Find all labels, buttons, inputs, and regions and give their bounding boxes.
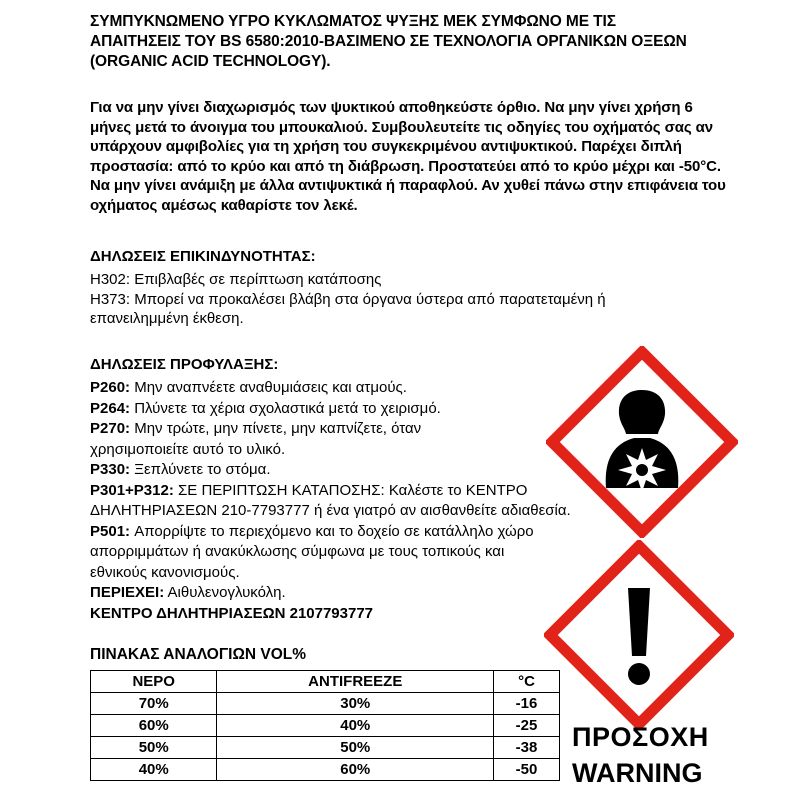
contains-label: ΠΕΡΙΕΧΕΙ: xyxy=(90,584,165,601)
table-cell: -38 xyxy=(494,737,560,759)
precautionary-statements-heading: ΔΗΛΩΣΕΙΣ ΠΡΟΦΥΛΑΞΗΣ: xyxy=(90,356,279,373)
table-cell: 60% xyxy=(217,759,494,781)
table-cell: 50% xyxy=(217,737,494,759)
ratio-table-title: ΠΙΝΑΚΑΣ ΑΝΑΛΟΓΙΩΝ VOL% xyxy=(90,646,307,663)
hazard-h302: H302: Επιβλαβές σε περίπτωση κατάποσης xyxy=(90,271,382,288)
contains-text: Αιθυλενογλυκόλη. xyxy=(164,584,286,601)
precaution-text: ΣΕ ΠΕΡΙΠΤΩΣΗ ΚΑΤΑΠΟΣΗΣ: Καλέστε το ΚΕΝΤΡΟ ΔΗΛΗΤΗΡΙΑΣΕΩΝ 210-7793777 ή ένα γιατρό αν αισθανθείτε αδιαθεσία. xyxy=(90,481,571,519)
poison-center-line: ΚΕΝΤΡΟ ΔΗΛΗΤΗΡΙΑΣΕΩΝ 2107793777 xyxy=(90,604,374,622)
hazard-statements xyxy=(90,270,650,329)
column-header-water: ΝΕΡΟ xyxy=(91,671,217,693)
precaution-text: Πλύνετε τα χέρια σχολαστικά μετά το χειρισμό. xyxy=(130,399,441,417)
table-cell: 70% xyxy=(91,693,217,715)
precaution-code: P260: xyxy=(90,379,131,396)
precaution-text: Μην αναπνέετε αναθυμιάσεις και ατμούς. xyxy=(130,379,407,396)
table-header-row xyxy=(91,671,560,693)
table-row xyxy=(91,759,560,781)
table-cell: -16 xyxy=(494,693,560,715)
precaution-text: Απορρίψτε το περιεχόμενο και το δοχείο σε κατάλληλο χώρο απορριμμάτων ή ανακύκλωσης σύμφωνα με τους τοπικούς και εθνικούς κανονισμούς. xyxy=(90,522,534,581)
hazard-statements-heading: ΔΗΛΩΣΕΙΣ ΕΠΙΚΙΝΔΥΝΟΤΗΤΑΣ: xyxy=(90,248,316,265)
column-header-temperature: °C xyxy=(494,671,560,693)
precaution-code: P501: xyxy=(90,522,131,540)
usage-instructions: Για να μην γίνει διαχωρισμός των ψυκτικού αποθηκεύστε όρθιο. Να μην γίνει χρήση 6 μήνες μετά το άνοιγμα του μπουκαλιού. Συμβουλευτείτε τις οδηγίες του οχήματός σας αν υπάρχουν αμφιβολίες για τη χρήση του συγκεκριμένου αντιψυκτικού. Παρέχει διπλή προστασία: από το κρύο και από τη διάβρωση. Προστατεύει από το κρύο μέχρι και -50°C. Να μην γίνει ανάμιξη με άλλα αντιψυκτικά ή παραφλού. Αν χυθεί πάνω στην επιφάνεια του οχήματος αμέσως καθαρίστε τον λεκέ. xyxy=(90,99,726,214)
table-cell: 40% xyxy=(91,759,217,781)
column-header-antifreeze: ANTIFREEZE xyxy=(217,671,494,693)
precaution-text: Ξεπλύνετε το στόμα. xyxy=(130,461,271,478)
table-row xyxy=(91,715,560,737)
table-cell: 30% xyxy=(217,693,494,715)
precaution-code: P301+P312: xyxy=(90,481,174,499)
health-hazard-pictogram-icon xyxy=(546,346,738,538)
table-cell: 50% xyxy=(91,737,217,759)
table-row xyxy=(91,737,560,759)
table-row xyxy=(91,693,560,715)
exclamation-mark-pictogram-icon xyxy=(544,540,734,730)
precaution-item xyxy=(90,419,460,460)
hazard-h373: H373: Μπορεί να προκαλέσει βλάβη στα όργανα ύστερα από παρατεταμένη ή επανειλημμένη έκθεση. xyxy=(90,290,606,327)
table-cell: 60% xyxy=(91,715,217,737)
precaution-text: Μην τρώτε, μην πίνετε, μην καπνίζετε, όταν χρησιμοποιείτε αυτό το υλικό. xyxy=(90,420,422,458)
table-cell: -25 xyxy=(494,715,560,737)
precaution-code: P330: xyxy=(90,461,131,478)
signal-word-greek: ΠΡΟΣΟΧΗ xyxy=(572,722,709,752)
precaution-item xyxy=(90,522,550,584)
precaution-code: P270: xyxy=(90,420,131,437)
precaution-item xyxy=(90,481,610,522)
ratio-table xyxy=(90,670,560,781)
signal-word-english: WARNING xyxy=(572,758,703,788)
product-title: ΣΥΜΠΥΚΝΩΜΕΝΟ ΥΓΡΟ ΚΥΚΛΩΜΑΤΟΣ ΨΥΞΗΣ ΜΕΚ ΣΥΜΦΩΝΟ ΜΕ ΤΙΣ ΑΠΑΙΤΗΣΕΙΣ ΤΟΥ BS 6580:2010-ΒΑΣΙΜΕΝΟ ΣΕ ΤΕΧΝΟΛΟΓΙΑ ΟΡΓΑΝΙΚΩΝ ΟΞΕΩΝ (ORGANIC ACID TECHNOLOGY). xyxy=(90,13,687,70)
precaution-code: P264: xyxy=(90,399,131,417)
table-cell: 40% xyxy=(217,715,494,737)
table-cell: -50 xyxy=(494,759,560,781)
